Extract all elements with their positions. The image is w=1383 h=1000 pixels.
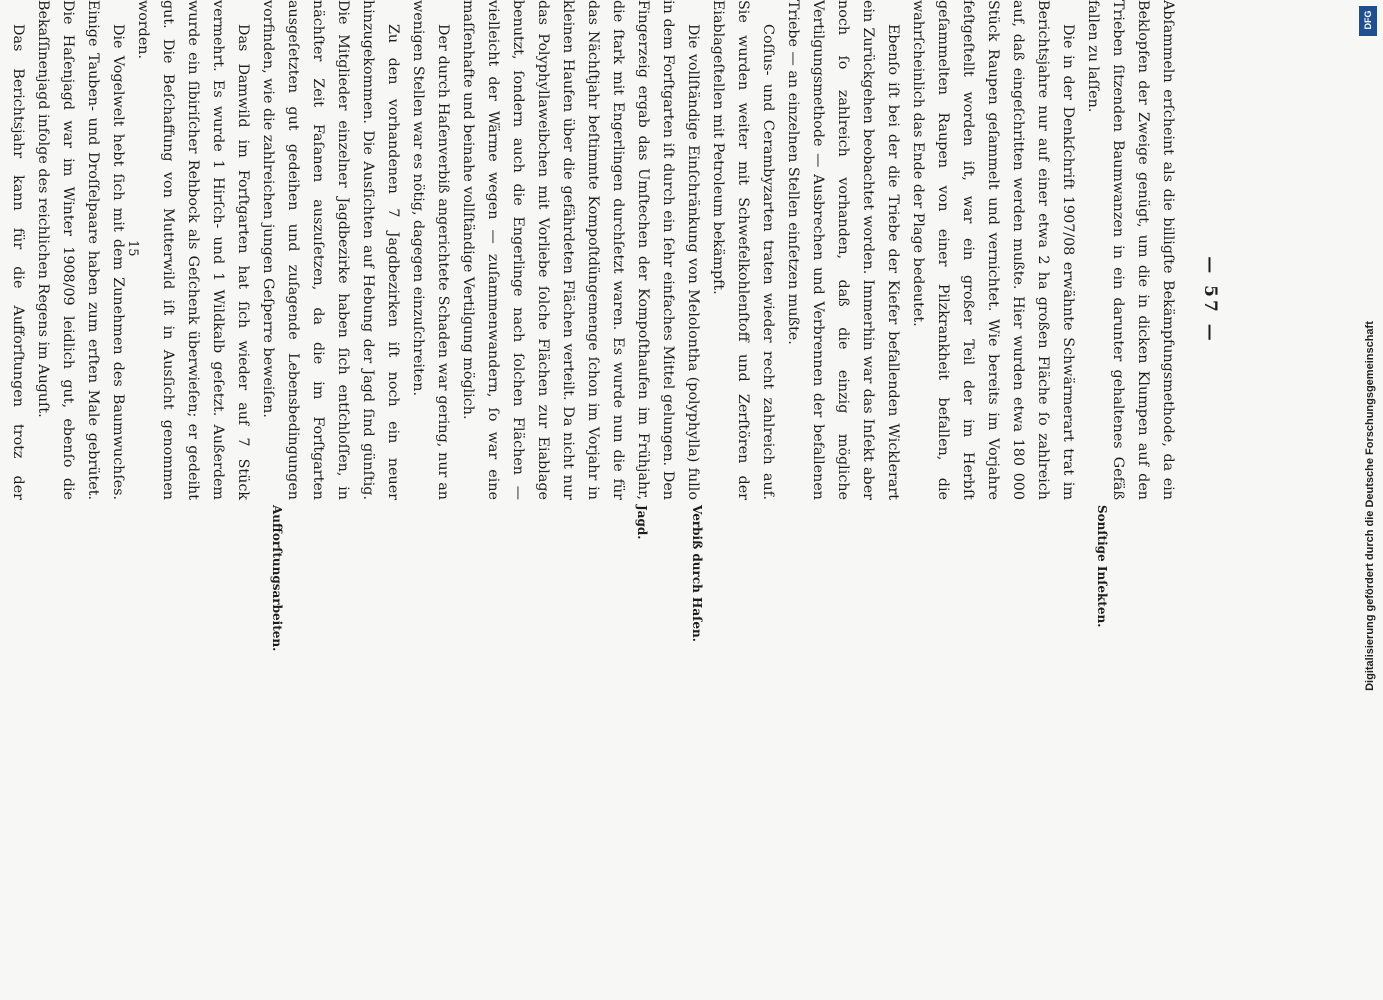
paragraph-2: Ebenſo iſt bei der die Triebe der Kiefer befallenden Wicklerart ein Zurückgehen beobachtet worden. Immerhin war das Inſekt aber noch ſo zahlreich vorhanden, daß die einzig mögliche Vertilgungsmethode — Ausbrechen und Verbrennen der befallenen Triebe — an einzelnen Stellen einſetzen mußte. [785,0,901,500]
paragraph-3: Coſſus- und Cerambyzarten traten wieder recht zahlreich auf. Sie wurden weiter mit Schwefelkohlenſtoff und Zerſtören der Eiablageſtellen mit Petroleum bekämpft. [710,0,776,500]
rotated-page [10,0,1220,652]
body-text [0,0,1180,500]
paragraph-8: Die Vogelwelt hebt ſich mit dem Zunehmen des Baumwuchſes. Einige Tauben- und Droſſelpaare haben zum erſten Male gebrütet. Die Haſenjagd war im Winter 1908/09 leidlich gut, ebenſo die Bekaſſinenjagd infolge des reichlichen Regens im Auguſt. [35,0,126,500]
margin-note-hares: Verbiß durch Haſen. [690,505,704,642]
margin-note-afforestation: Aufforſtungsarbeiten. [270,505,284,652]
paragraph-1: Die in der Denkſchrift 1907/08 erwähnte Schwärmerart trat im Berichtsjahre nur auf einer etwa 2 ha großen Fläche ſo zahlreich auf, daß eingeſchritten werden mußte. Hier wurden etwa 180 000 Stück Raupen geſammelt und vernichtet. Wie bereits im Vorjahre feſtgeſtellt worden iſt, war ein großer Teil der im Herbſt geſammelten Raupen von einer Pilzkrankheit befallen, die wahrſcheinlich das Ende der Plage bedeutet. [910,0,1076,500]
paragraph-6: Zu den vorhandenen 7 Jagdbezirken iſt noch ein neuer hinzugekommen. Die Ausſichten auf Hebung der Jagd ſind günſtig. Die Mitglieder einzelner Jagdbezirke haben ſich entſchloſſen, in nächſter Zeit Faſanen auszuſetzen, da die im Forſtgarten ausgeſetzten gut gedeihen und zuſagende Lebensbedingungen vorfinden, wie die zahlreichen jungen Geſperre beweiſen. [260,0,401,500]
paragraph-0: Abſammeln erſcheint als die billigſte Bekämpfungsmethode, da ein Beklopfen der Zweige genügt, um die in dicken Klumpen auf den Trieben ſitzenden Baumwanzen in ein darunter gehaltenes Gefäß fallen zu laſſen. [1085,0,1176,500]
margin-note-hunting: Jagd. [635,505,649,540]
paragraph-4: Die vollſtändige Einſchränkung von Melolontha (polyphylla) fullo in dem Forſtgarten iſt durch ein ſehr einfaches Mittel gelungen. Den Fingerzeig ergab das Umſtechen der Kompoſthaufen im Frühjahr, die ſtark mit Engerlingen durchſetzt waren. Es wurde nun die für das Nächſtjahr beſtimmte Kompoſtdüngemenge ſchon im Vorjahr in kleinen Haufen über die gefährdeten Flächen verteilt. Da nicht nur das Polyphyllaweibchen mit Vorliebe ſolche Flächen zur Eiablage benutzt, ſondern auch die Engerlinge nach ſolchen Flächen — vielleicht der Wärme wegen — zuſammenwandern, ſo war eine maſſenhafte und beinahe vollſtändige Vertilgung möglich. [460,0,701,500]
paragraph-7: Das Damwild im Forſtgarten hat ſich wieder auf 7 Stück vermehrt. Es wurde 1 Hirſch- und 1 Wildkalb geſetzt. Außerdem wurde ein ſibiriſcher Rehbock als Geſchenk überwieſen; er gedeiht gut. Die Beſchaffung von Mutterwild iſt in Ausſicht genommen worden. [135,0,251,500]
paragraph-5: Der durch Haſenverbiß angerichtete Schaden war gering, nur an wenigen Stellen war es nötig, dagegen einzuſchreiten. [410,0,451,500]
dfg-logo-icon: DFG [1359,6,1377,36]
sheet-number: 15 [125,240,140,257]
margin-note-insects: Sonſtige Inſekten. [1095,505,1109,628]
digitization-credit [1355,0,1383,1000]
page-number: — 57 — [1200,256,1220,344]
paragraph-9: Das Berichtsjahr kann für die Aufforſtungen trotz der [10,24,26,500]
credit-text: Digitalisierung gefördert durch die Deutsche Forschungsgemeinschaft [1364,321,1376,691]
